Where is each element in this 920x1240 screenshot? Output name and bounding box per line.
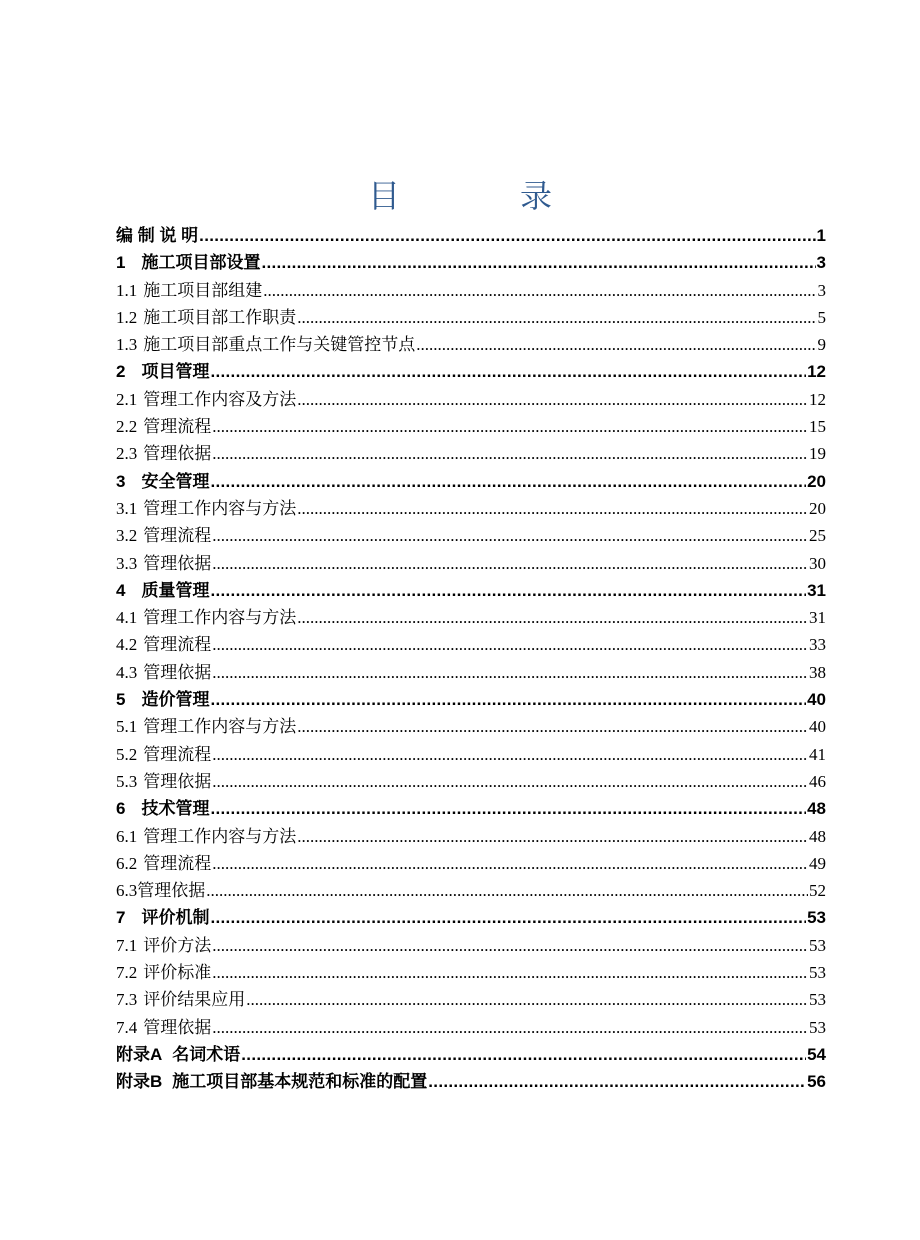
toc-entry-number: 1.3 (116, 335, 138, 355)
dot-leader (297, 304, 816, 331)
toc-entry-label (116, 713, 296, 740)
toc-entry[interactable] (116, 904, 826, 931)
toc-entry-label (116, 413, 211, 440)
toc-entry-page-number: 31 (807, 580, 826, 600)
toc-entry-label (116, 850, 211, 877)
toc-entry-number: 4.2 (116, 635, 138, 655)
toc-entry[interactable] (116, 795, 826, 822)
toc-entry-text: 评价标准 (143, 963, 212, 983)
toc-entry-text: 质量管理 (141, 580, 210, 600)
toc-entry-text: 管理依据 (143, 444, 212, 464)
dot-leader (263, 277, 816, 304)
toc-entry[interactable] (116, 713, 826, 740)
toc-entry-label (116, 1041, 240, 1068)
toc-entry-label (116, 932, 211, 959)
toc-entry[interactable] (116, 358, 826, 385)
toc-entry-number: 7 (116, 908, 126, 928)
toc-entry-label (116, 277, 262, 304)
toc-entry-page-number: 30 (809, 553, 826, 573)
toc-entry-number: 3.3 (116, 553, 138, 573)
toc-entry-number: 6 (116, 799, 126, 819)
toc-entry[interactable] (116, 331, 826, 358)
toc-entry-text: 评价结果应用 (143, 990, 246, 1010)
dot-leader (212, 659, 808, 686)
toc-entry-number: 1.1 (116, 280, 138, 300)
toc-entry-number: 4.3 (116, 662, 138, 682)
dot-leader (212, 550, 808, 577)
toc-entry-number: 2.2 (116, 417, 138, 437)
toc-entry-text: 施工项目部组建 (143, 280, 263, 300)
toc-entry-number: 5.2 (116, 744, 138, 764)
toc-entry-text: 施工项目部重点工作与关键管控节点 (143, 335, 416, 355)
toc-entry-page-number: 53 (809, 963, 826, 983)
toc-entry-number: 2.1 (116, 389, 138, 409)
toc-entry-text: 评价机制 (141, 908, 210, 928)
toc-entry[interactable] (116, 577, 826, 604)
toc-title: 目 录 (367, 177, 596, 215)
toc-entry[interactable] (116, 1068, 826, 1095)
toc-entry-text: 编 制 说 明 (116, 226, 199, 245)
toc-entry-text: 管理依据 (143, 771, 212, 791)
toc-entry-text: 管理工作内容及方法 (143, 389, 297, 409)
toc-entry-text: 管理流程 (143, 853, 212, 873)
toc-entry-label (116, 222, 198, 249)
toc-entry-page-number: 19 (809, 444, 826, 464)
toc-entry-text: 施工项目部基本规范和标准的配置 (172, 1072, 428, 1092)
toc-entry-label (116, 468, 209, 495)
toc-entry-label (116, 631, 211, 658)
toc-entry-label (116, 358, 209, 385)
toc-entry-text: 管理依据 (137, 881, 206, 901)
toc-entry-label (116, 304, 296, 331)
dot-leader (246, 986, 808, 1013)
dot-leader (199, 222, 815, 249)
toc-entry[interactable] (116, 877, 826, 904)
toc-entry-number: 5.3 (116, 771, 138, 791)
dot-leader (210, 468, 806, 495)
toc-entry-label (116, 440, 211, 467)
toc-entry-label (116, 522, 211, 549)
dot-leader (210, 686, 806, 713)
toc-entry-label (116, 550, 211, 577)
dot-leader (206, 877, 808, 904)
toc-entry-page-number: 15 (809, 417, 826, 437)
toc-entry-number: 6.2 (116, 853, 138, 873)
toc-entry[interactable] (116, 550, 826, 577)
toc-entry[interactable] (116, 1014, 826, 1041)
toc-entry-label (116, 686, 209, 713)
dot-leader (241, 1041, 806, 1068)
toc-entry-number: 6.1 (116, 826, 138, 846)
toc-entry[interactable] (116, 959, 826, 986)
toc-entry-label (116, 741, 211, 768)
toc-entry-text: 施工项目部工作职责 (143, 307, 297, 327)
toc-entry[interactable] (116, 659, 826, 686)
toc-entry-page-number: 33 (809, 635, 826, 655)
toc-entry[interactable] (116, 986, 826, 1013)
toc-entry-label (116, 986, 245, 1013)
toc-entry-text: 造价管理 (141, 690, 210, 710)
toc-entry-text: 项目管理 (141, 362, 210, 382)
toc-entry-page-number: 31 (809, 608, 826, 628)
toc-entry-text: 施工项目部设置 (141, 253, 261, 273)
toc-entry-label (116, 386, 296, 413)
dot-leader (212, 440, 808, 467)
toc-entry[interactable] (116, 932, 826, 959)
toc-entry-text: 技术管理 (141, 799, 210, 819)
dot-leader (297, 604, 808, 631)
toc-entry-number: 3 (116, 471, 126, 491)
dot-leader (212, 1014, 808, 1041)
dot-leader (212, 631, 808, 658)
toc-entry-text: 管理工作内容与方法 (143, 717, 297, 737)
toc-entry-text: 管理依据 (143, 1017, 212, 1037)
toc-entry-number: 6.3 (116, 881, 138, 901)
toc-entry-text: 管理依据 (143, 553, 212, 573)
toc-entry-label (116, 877, 205, 904)
toc-entry-page-number: 9 (817, 335, 826, 355)
toc-entry[interactable] (116, 304, 826, 331)
toc-entry-number: 附录A (116, 1044, 163, 1064)
toc-entry-number: 1.2 (116, 307, 138, 327)
toc-entry-page-number: 52 (809, 881, 826, 901)
toc-entry-page-number: 53 (809, 935, 826, 955)
toc-entry-label (116, 823, 296, 850)
toc-entry-text: 管理流程 (143, 417, 212, 437)
toc-entry-label (116, 768, 211, 795)
toc-entry-number: 4.1 (116, 608, 138, 628)
toc-entry-page-number: 40 (807, 690, 826, 710)
toc-entry-page-number: 54 (807, 1044, 826, 1064)
toc-entry-page-number: 53 (809, 1017, 826, 1037)
toc-entry-text: 管理工作内容与方法 (143, 826, 297, 846)
toc-entry-number: 7.2 (116, 963, 138, 983)
toc-entry-page-number: 48 (809, 826, 826, 846)
dot-leader (212, 413, 808, 440)
toc-entry-number: 5.1 (116, 717, 138, 737)
dot-leader (212, 850, 808, 877)
toc-entry-label (116, 495, 296, 522)
toc-entry-page-number: 20 (809, 498, 826, 518)
toc-entry-text: 管理流程 (143, 526, 212, 546)
toc-entry-page-number: 41 (809, 744, 826, 764)
toc-entry[interactable] (116, 522, 826, 549)
toc-entry[interactable] (116, 249, 826, 276)
dot-leader (297, 823, 808, 850)
toc-entry-label (116, 331, 415, 358)
toc-entry-label (116, 659, 211, 686)
toc-entry-label (116, 1068, 427, 1095)
toc-entry-number: 1 (116, 253, 126, 273)
toc-entry[interactable] (116, 686, 826, 713)
toc-entry-page-number: 20 (807, 471, 826, 491)
toc-entry-page-number: 48 (807, 799, 826, 819)
dot-leader (212, 522, 808, 549)
toc-entry[interactable] (116, 741, 826, 768)
table-of-contents (116, 222, 826, 1096)
toc-entry[interactable] (116, 823, 826, 850)
toc-entry-label (116, 795, 209, 822)
toc-entry[interactable] (116, 631, 826, 658)
toc-entry-number: 7.1 (116, 935, 138, 955)
toc-entry[interactable] (116, 413, 826, 440)
toc-entry-page-number: 12 (809, 389, 826, 409)
toc-entry[interactable] (116, 386, 826, 413)
toc-entry-label (116, 577, 209, 604)
dot-leader (212, 959, 808, 986)
toc-entry-number: 2.3 (116, 444, 138, 464)
toc-entry-number: 3.2 (116, 526, 138, 546)
toc-entry-page-number: 25 (809, 526, 826, 546)
dot-leader (210, 577, 806, 604)
toc-entry-number: 5 (116, 690, 126, 710)
toc-entry-page-number: 38 (809, 662, 826, 682)
toc-entry-number: 2 (116, 362, 126, 382)
toc-entry-page-number: 3 (817, 280, 826, 300)
toc-entry[interactable] (116, 850, 826, 877)
toc-entry-text: 管理工作内容与方法 (143, 608, 297, 628)
toc-entry-page-number: 53 (809, 990, 826, 1010)
toc-entry-label (116, 249, 260, 276)
toc-entry-text: 安全管理 (141, 471, 210, 491)
toc-entry-page-number: 56 (807, 1072, 826, 1092)
toc-entry[interactable] (116, 222, 826, 249)
toc-entry-text: 评价方法 (143, 935, 212, 955)
dot-leader (210, 358, 806, 385)
toc-entry-number: 7.3 (116, 990, 138, 1010)
toc-entry[interactable] (116, 604, 826, 631)
toc-entry-page-number: 1 (816, 226, 826, 245)
toc-entry-page-number: 40 (809, 717, 826, 737)
toc-entry-text: 管理依据 (143, 662, 212, 682)
toc-entry-text: 管理流程 (143, 635, 212, 655)
toc-entry[interactable] (116, 768, 826, 795)
dot-leader (297, 713, 808, 740)
toc-entry-label (116, 1014, 211, 1041)
toc-entry-label (116, 904, 209, 931)
toc-entry[interactable] (116, 495, 826, 522)
toc-entry[interactable] (116, 468, 826, 495)
toc-entry-text: 管理工作内容与方法 (143, 498, 297, 518)
toc-entry-text: 名词术语 (172, 1044, 241, 1064)
toc-entry-number: 4 (116, 580, 126, 600)
toc-entry-page-number: 49 (809, 853, 826, 873)
toc-entry[interactable] (116, 440, 826, 467)
toc-entry-number: 7.4 (116, 1017, 138, 1037)
toc-entry-page-number: 3 (816, 253, 826, 273)
dot-leader (297, 386, 808, 413)
toc-entry-page-number: 53 (807, 908, 826, 928)
dot-leader (261, 249, 815, 276)
dot-leader (212, 932, 808, 959)
dot-leader (297, 495, 808, 522)
dot-leader (212, 741, 808, 768)
dot-leader (212, 768, 808, 795)
dot-leader (416, 331, 816, 358)
toc-entry[interactable] (116, 277, 826, 304)
toc-entry-page-number: 12 (807, 362, 826, 382)
toc-entry-page-number: 46 (809, 771, 826, 791)
dot-leader (210, 904, 806, 931)
dot-leader (210, 795, 806, 822)
toc-entry-text: 管理流程 (143, 744, 212, 764)
toc-entry-label (116, 959, 211, 986)
toc-entry-page-number: 5 (817, 307, 826, 327)
toc-entry[interactable] (116, 1041, 826, 1068)
toc-entry-number: 3.1 (116, 498, 138, 518)
toc-entry-number: 附录B (116, 1072, 163, 1092)
toc-entry-label (116, 604, 296, 631)
dot-leader (428, 1068, 806, 1095)
